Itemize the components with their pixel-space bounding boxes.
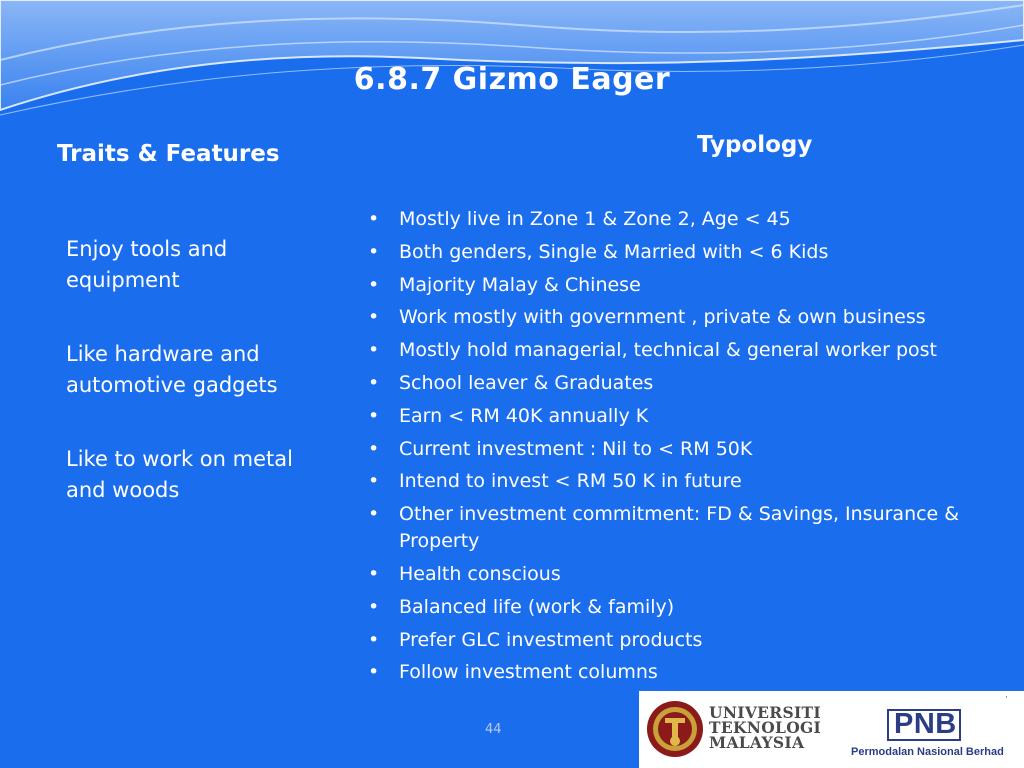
page-number: 44	[485, 722, 502, 737]
typology-item: • Intend to invest < RM 50 K in future	[368, 468, 988, 495]
pnb-name: Permodalan Nasional Berhad	[851, 746, 1004, 758]
trait-item: Like to work on metal and woods	[66, 447, 293, 502]
typology-item: • Other investment commitment: FD & Savings, Insurance & Property	[368, 503, 960, 553]
bullet-icon: •	[368, 470, 380, 493]
typology-item: • Mostly hold managerial, technical & general worker post	[368, 337, 988, 364]
bullet-icon: •	[368, 208, 380, 230]
typology-item: • School leaver & Graduates	[368, 370, 988, 397]
bullet-icon: •	[368, 240, 380, 263]
typology-item: • Current investment : Nil to < RM 50K	[368, 436, 988, 463]
mark-dot: ·	[1005, 693, 1008, 703]
typology-item: • Mostly live in Zone 1 & Zone 2, Age < 45	[368, 206, 988, 233]
typology-item: • Follow investment columns	[368, 659, 988, 686]
bullet-icon: •	[368, 339, 380, 362]
bullet-icon: •	[368, 404, 380, 427]
bullet-icon: •	[368, 562, 380, 585]
typology-item: • Work mostly with government , private & own business	[368, 304, 988, 331]
bullet-icon: •	[368, 595, 380, 618]
bullet-icon: •	[368, 273, 380, 296]
bullet-icon: •	[368, 371, 380, 394]
typology-heading: Typology	[697, 132, 813, 158]
traits-list	[66, 234, 336, 549]
typology-item: • Earn < RM 40K annually K	[368, 403, 988, 430]
typology-list	[368, 206, 988, 692]
bullet-icon: •	[368, 437, 380, 460]
typology-item: • Balanced life (work & family)	[368, 594, 988, 621]
trait-item: Enjoy tools and equipment	[66, 237, 228, 292]
bullet-icon: •	[368, 306, 380, 329]
utm-name: UNIVERSITI TEKNOLOGI MALAYSIA	[709, 703, 822, 752]
pnb-logo: PNB	[894, 708, 957, 740]
utm-crest-icon	[645, 697, 705, 761]
typology-item: • Both genders, Single & Married with < 6 Kids	[368, 239, 988, 266]
typology-item: • Majority Malay & Chinese	[368, 272, 988, 299]
bullet-icon: •	[368, 628, 380, 651]
typology-item: • Prefer GLC investment products	[368, 627, 988, 654]
trait-item: Like hardware and automotive gadgets	[66, 342, 278, 397]
typology-item: • Health conscious	[368, 561, 988, 588]
slide-title: 6.8.7 Gizmo Eager	[353, 62, 671, 97]
logo-banner	[639, 691, 1024, 768]
bullet-icon: •	[368, 503, 380, 526]
bullet-icon: •	[368, 661, 380, 684]
traits-heading: Traits & Features	[57, 141, 280, 167]
